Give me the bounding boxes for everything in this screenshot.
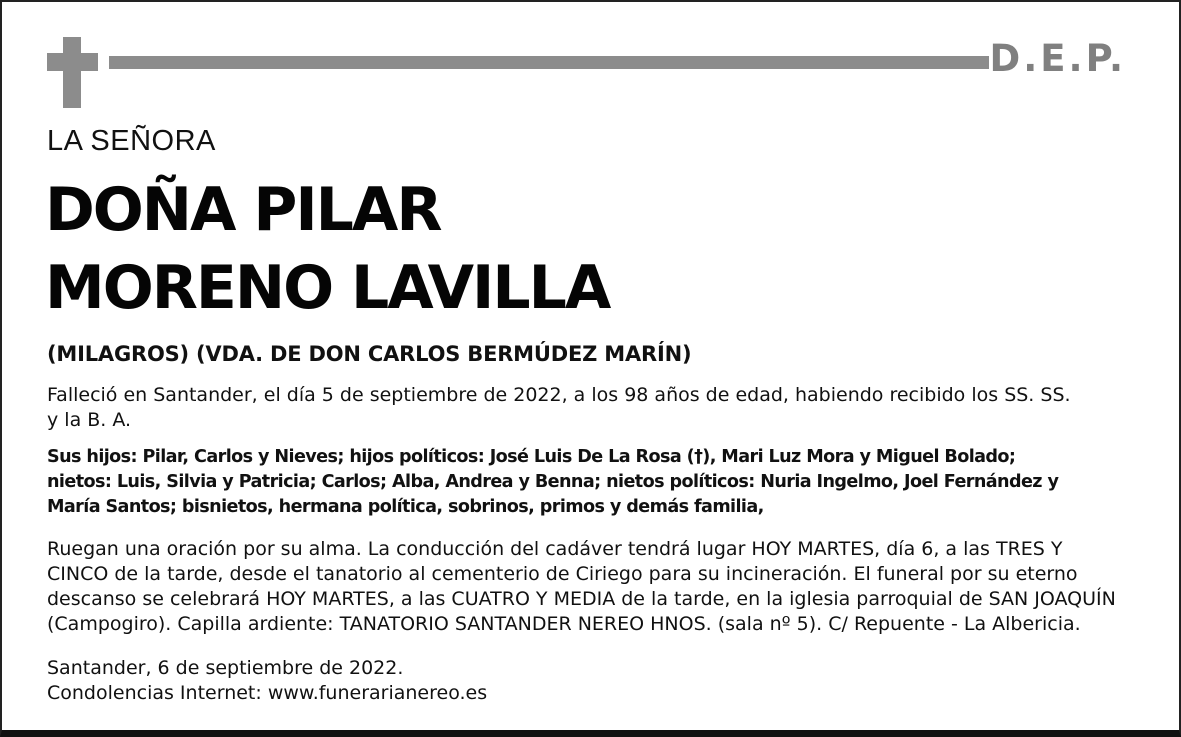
death-paragraph: [47, 383, 1107, 433]
family-paragraph: [47, 445, 1087, 520]
prayer-line: CINCO de la tarde, desde el tanatorio al cementerio de Ciriego para su incineración. El funeral por su eterno: [47, 563, 1078, 585]
prayer-line: descanso se celebrará HOY MARTES, a las CUATRO Y MEDIA de la tarde, en la iglesia parroquial de SAN JOAQUÍN: [47, 588, 1116, 610]
deceased-name-line2: MORENO LAVILLA: [45, 253, 610, 323]
prayer-line: Ruegan una oración por su alma. La conducción del cadáver tendrá lugar HOY MARTES, día 6, a las TRES Y: [47, 538, 1063, 560]
deceased-name-line1: DOÑA PILAR: [45, 175, 441, 245]
cross-icon-arm: [47, 53, 98, 71]
death-line: Falleció en Santander, el día 5 de septiembre de 2022, a los 98 años de edad, habiendo recibido los SS. SS.: [47, 384, 1071, 406]
closing-paragraph: [47, 656, 1157, 706]
dep-label: D.E.P.: [989, 37, 1126, 80]
alias-line: (MILAGROS) (VDA. DE DON CARLOS BERMÚDEZ MARÍN): [47, 342, 692, 366]
prayer-paragraph: [47, 537, 1157, 637]
honorific-label: LA SEÑORA: [47, 125, 216, 157]
condolences-line: Condolencias Internet: www.funerarianereo.es: [47, 682, 488, 704]
header-rule: [109, 56, 989, 69]
family-line: María Santos; bisnietos, hermana política, sobrinos, primos y demás familia,: [47, 497, 764, 517]
family-line: Sus hijos: Pilar, Carlos y Nieves; hijos políticos: José Luis De La Rosa (†), Mari Luz Mora y Miguel Bolado;: [47, 447, 1016, 467]
death-line: y la B. A.: [47, 409, 132, 431]
place-date: Santander, 6 de septiembre de 2022.: [47, 657, 404, 679]
cross-icon: [63, 37, 81, 108]
family-line: nietos: Luis, Silvia y Patricia; Carlos; Alba, Andrea y Benna; nietos políticos: Nuria Ingelmo, Joel Fernández y: [47, 472, 1059, 492]
prayer-line: (Campogiro). Capilla ardiente: TANATORIO SANTANDER NEREO HNOS. (sala nº 5). C/ Repuente - La Albericia.: [47, 613, 1081, 635]
